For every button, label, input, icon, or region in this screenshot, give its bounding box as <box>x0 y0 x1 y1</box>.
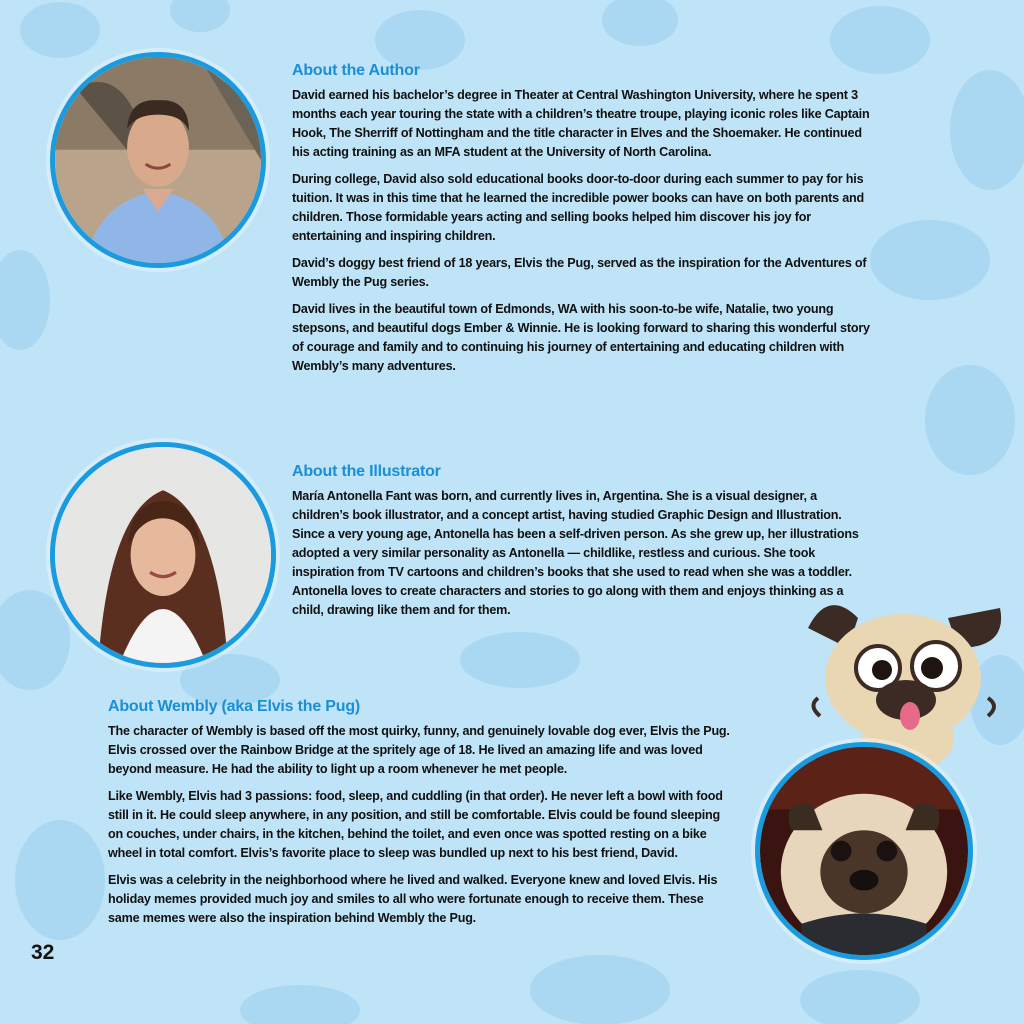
author-paragraph: During college, David also sold educational books door-to-door during each summer to pay for his tuition. It was in this time that he learned the incredible power books can have on both parents and children. Those formidable years acting and selling books helped him discover his joy for entertaining and inspiring children. <box>292 172 864 243</box>
wembly-paragraph: Like Wembly, Elvis had 3 passions: food, sleep, and cuddling (in that order). He never left a bowl with food still in it. He could sleep anywhere, in any position, and still be comfortable. Elvis could be found sleeping on couches, under chairs, in the kitchen, behind the toilet, and even once was spotted resting on a bike wheel in total comfort. Elvis’s favorite place to sleep was bundled up next to his best friend, David. <box>108 789 723 860</box>
illustrator-paragraph: María Antonella Fant was born, and currently lives in, Argentina. She is a visual designer, a children’s book illustrator, and a concept artist, having studied Graphic Design and Illustration. Since a very young age, Antonella has been a self-driven person. As she grew up, her illustrations adopted a very similar personality as Antonella — childlike, restless and curious. She took inspiration from TV cartoons and children’s books that she used to read when she was a toddler. Antonella loves to create characters and stories to go along with them and enjoys thinking as a child, drawing like them and for them. <box>292 489 859 617</box>
illustrator-section <box>292 463 870 628</box>
author-photo <box>50 52 266 268</box>
author-paragraph: David’s doggy best friend of 18 years, Elvis the Pug, served as the inspiration for the Adventures of Wembly the Pug series. <box>292 256 867 289</box>
author-paragraph: David lives in the beautiful town of Edmonds, WA with his soon-to-be wife, Natalie, two young stepsons, and beautiful dogs Ember & Winnie. He is looking forward to sharing this wonderful story of courage and family and to continuing his journey of entertaining and educating children with Wembly’s many adventures. <box>292 302 870 373</box>
author-paragraph: David earned his bachelor’s degree in Theater at Central Washington University, where he spent 3 months each year touring the state with a children’s theatre troupe, playing iconic roles like Captain Hook, The Sherriff of Nottingham and the title character in Elves and the Shoemaker. He continued his acting training as an MFA student at the University of North Carolina. <box>292 88 870 159</box>
pug-photo <box>755 742 973 960</box>
author-section <box>292 62 872 384</box>
author-heading: About the Author <box>292 62 420 79</box>
illustrator-heading: About the Illustrator <box>292 463 441 480</box>
wembly-heading: About Wembly (aka Elvis the Pug) <box>108 698 361 715</box>
wembly-paragraph: Elvis was a celebrity in the neighborhood where he lived and walked. Everyone knew and loved Elvis. His holiday memes provided much joy and smiles to all who were fortunate enough to receive them. These same memes were also the inspiration behind Wembly the Pug. <box>108 873 718 925</box>
wembly-paragraph: The character of Wembly is based off the most quirky, funny, and genuinely lovable dog ever, Elvis the Pug. Elvis crossed over the Rainbow Bridge at the spritely age of 18. He lived an amazing life and was loved beyond measure. He had the ability to light up a room whenever he met people. <box>108 724 730 776</box>
wembly-section <box>108 698 738 936</box>
page-number: 32 <box>31 941 55 964</box>
illustrator-photo <box>50 442 276 668</box>
